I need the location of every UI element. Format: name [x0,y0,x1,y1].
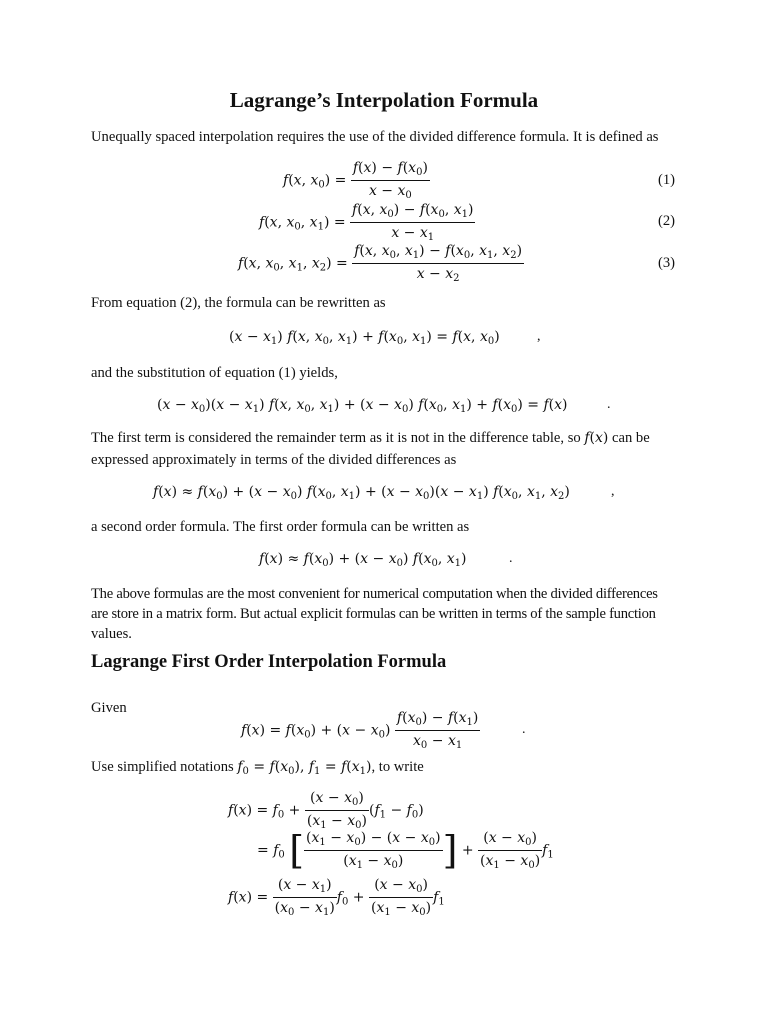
convenient-text-line1: The above formulas are the most convenient for numerical computation when the divided differences [91,586,658,602]
second-order-text: a second order formula. The first order formula can be written as [91,519,470,535]
equation-number-3: (3) [658,255,676,271]
convenient-text-line3: values. [91,626,132,642]
punctuation-period-2: . [509,551,513,566]
derivation-line-3: f(x) = $\frac{(x - x_1)}{(x_0 - x_1)}$ $f_0$ + $\frac{(x - x_0)}{(x_1 - x_0)}$ $f_1$ [228,877,445,918]
punctuation-period-3: . [522,722,526,737]
equation-3: f(x, $x_0$, $x_1$, $x_2$) = $\frac{f(x, x_0, x_1) - f(x_0, x_1, x_2)}{x - x_2}$ [238,243,523,284]
page-title: Lagrange’s Interpolation Formula [229,88,539,112]
given-text: Given [91,700,127,716]
punctuation-period: . [607,397,611,412]
remainder-text-line1: The first term is considered the remainder term as it is not in the difference table, so f(x) can be [91,430,650,446]
second-order-equation: $f(x) \approx f(x_0) + (x - x_0)$ $f(x_0$, $x_1) + (x - x_0)(x - x_1)$ $f(x_0$, $x_1$, $x_2$) [153,484,570,502]
equation-2: f(x, $x_0$, $x_1$) = $\frac{f(x, x_0) - f(x_0, x_1)}{x - x_1}$ [259,202,474,243]
punctuation-comma: , [537,329,541,344]
first-order-equation: $f(x) \approx f(x_0) + (x - x_0)$ $f(x_0$, $x_1$) [259,551,467,569]
derivation-line-2: = $f_0$ [ $\frac{(x_1 - x_0) - (x - x_0)}{(x_1 - x_0)}$ ] + $\frac{(x - x_0)}{(x_1 - x_0)}$ $f_1$ [257,828,554,873]
section-title: Lagrange First Order Interpolation Formula [91,652,447,672]
equation-1: f(x, $x_0$) = $\frac{f(x) - f(x_0)}{x - x_0}$ [283,160,428,201]
remainder-text-line2: expressed approximately in terms of the divided differences as [91,452,457,468]
convenient-text-line2: are store in a matrix form. But actual explicit formulas can be written in terms of the sample function [91,606,656,622]
substitution-text: and the substitution of equation (1) yields, [91,365,338,381]
substituted-equation: $(x - x_0)(x - x_1)$ f(x, $x_0$, $x_1) + (x - x_0)$ $f(x_0$, $x_1) + f(x_0) = f(x)$ [157,397,568,415]
notation-text: Use simplified notations $f_0 = f(x_0)$, $f_1 = f(x_1)$, to write [91,759,424,777]
rewritten-equation: $(x - x_1)$ f(x, $x_0$, $x_1) + f(x_0$, $x_1) = f(x$, $x_0$) [229,329,500,347]
derivation-line-1: $f(x) = f_0$ + $\frac{(x - x_0)}{(x_1 - x_0)}$ $(f_1 - f_0)$ [228,790,424,831]
given-equation: $f(x) = f(x_0) + (x - x_0)$ $\frac{f(x_0) - f(x_1)}{x_0 - x_1}$ [241,710,479,751]
intro-text: Unequally spaced interpolation requires the use of the divided difference formula. It is defined as [91,129,659,145]
punctuation-comma-2: , [611,484,615,499]
from-equation-2-text: From equation (2), the formula can be rewritten as [91,295,386,311]
equation-number-1: (1) [658,172,676,188]
equation-number-2: (2) [658,213,676,229]
